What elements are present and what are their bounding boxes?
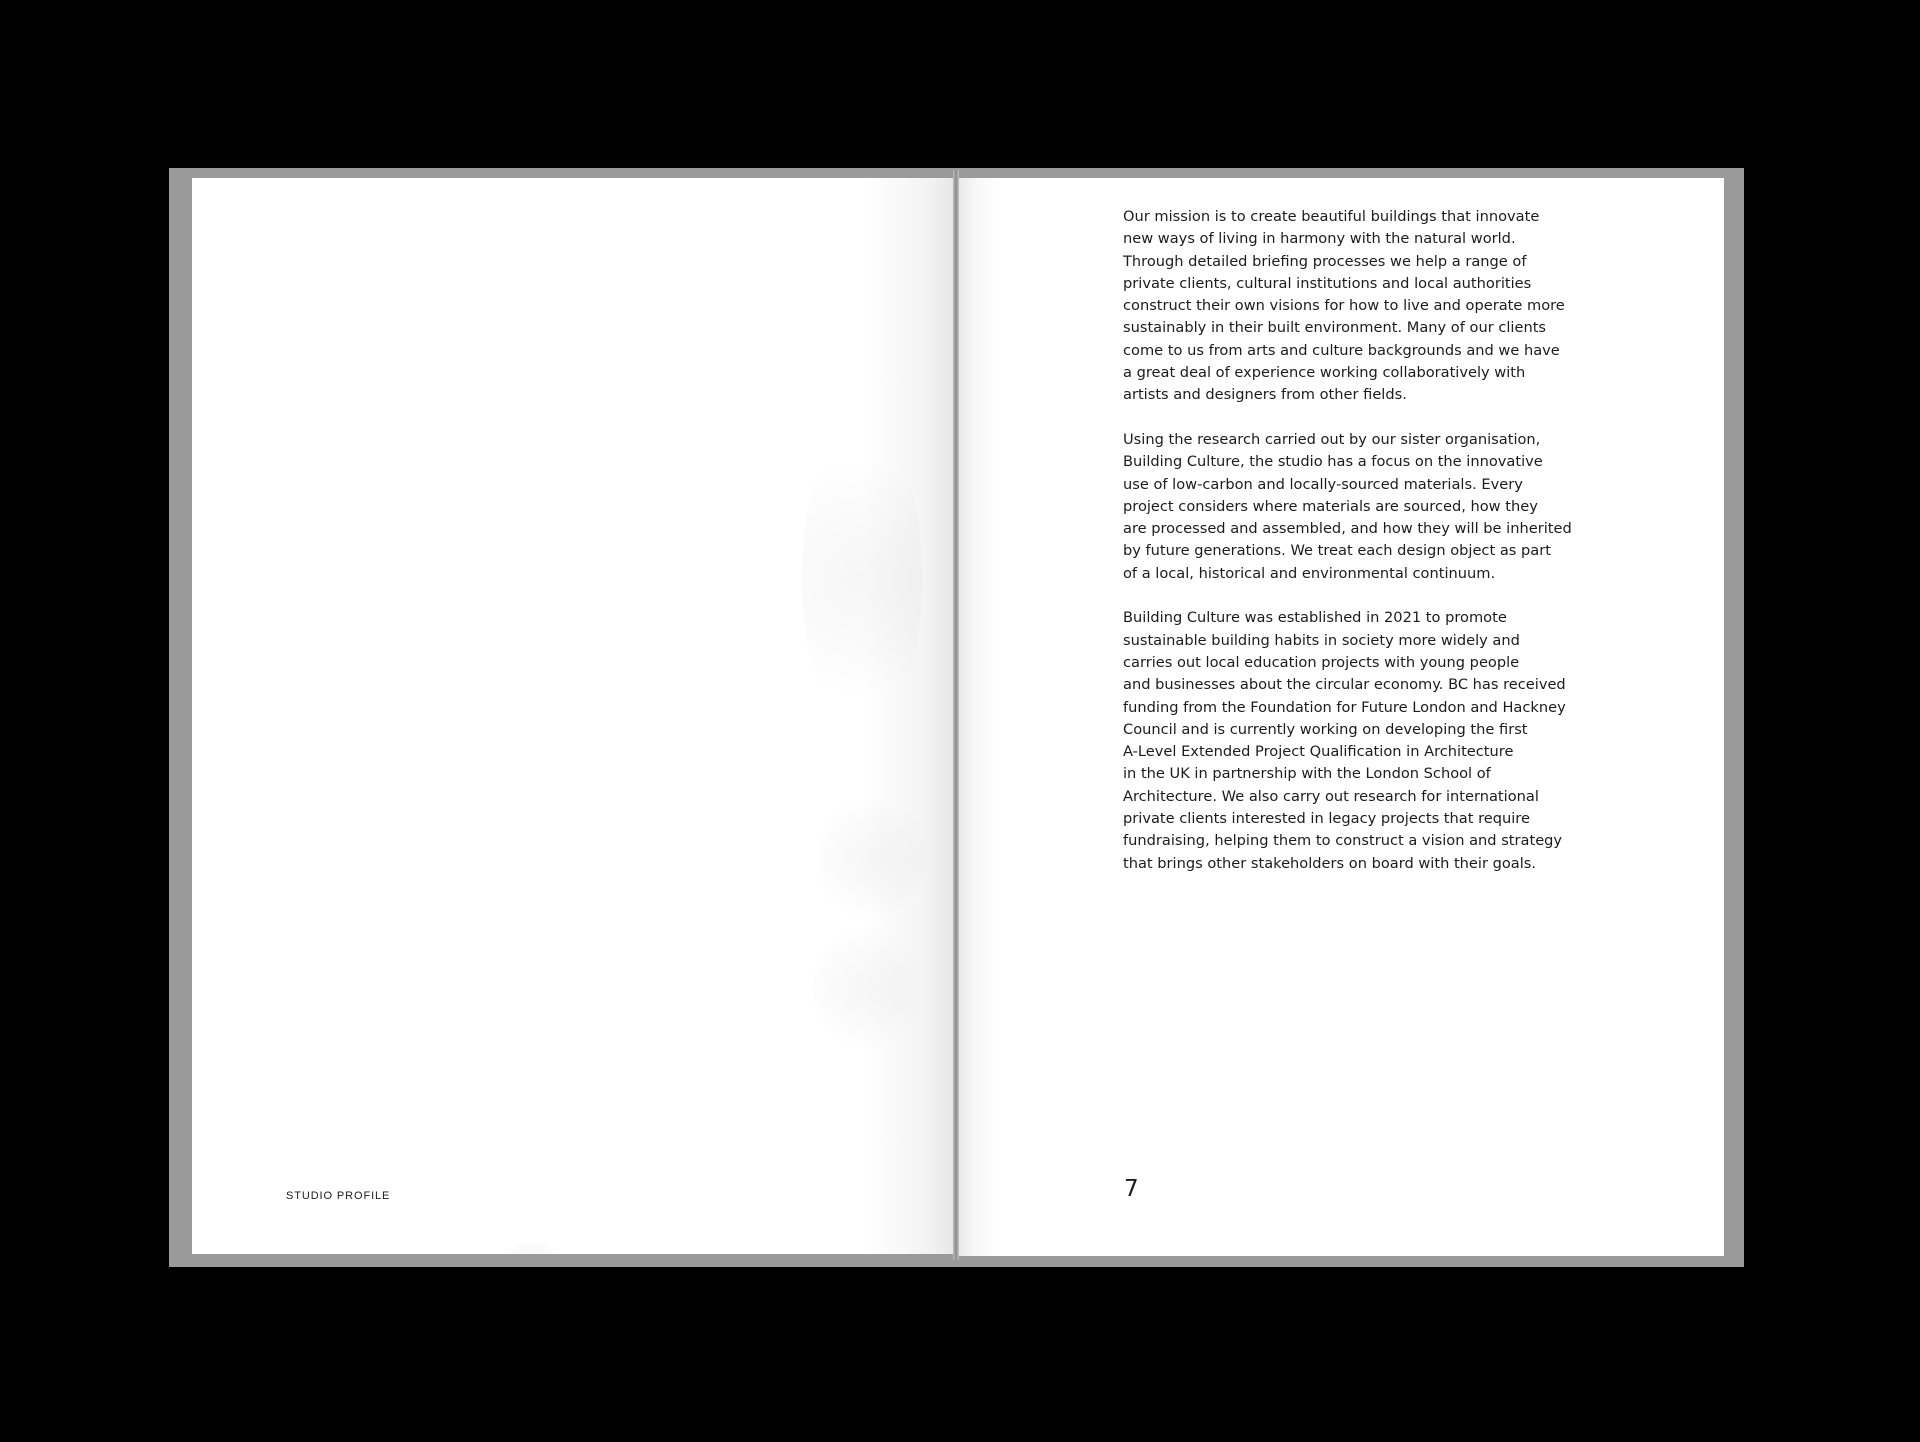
body-text	[1123, 206, 1643, 897]
right-page	[958, 178, 1724, 1256]
book-gutter	[953, 170, 959, 1260]
left-page	[192, 178, 955, 1254]
running-head: STUDIO PROFILE	[286, 1190, 391, 1202]
paragraph-research: Using the research carried out by our sister organisation, Building Culture, the studio has a focus on the innovative use of low-carbon and locally-sourced materials. Every project considers where materials are sourced, how they are processed and assembled, and how they will be inherited by future generations. We treat each design object as part of a local, historical and environmental continuum.	[1123, 430, 1572, 582]
paragraph-building-culture: Building Culture was established in 2021 to promote sustainable building habits in society more widely and carries out local education projects with young people and businesses about the circular economy. BC has received funding from the Foundation for Future London and Hackney Council and is currently working on developing the first A-Level Extended Project Qualification in Architecture in the UK in partnership with the London School of Architecture. We also carry out research for international private clients interested in legacy projects that require fundraising, helping them to construct a vision and strategy that brings other stakeholders on board with their goals.	[1123, 609, 1566, 872]
page-number: 7	[1124, 1176, 1139, 1202]
show-through-shadow	[492, 1243, 572, 1254]
show-through-shadow	[812, 918, 922, 1058]
paragraph-mission: Our mission is to create beautiful buildings that innovate new ways of living in harmony with the natural world. Through detailed briefing processes we help a range of private clients, cultural institutions and local authorities construct their own visions for how to live and operate more sustainably in their built environment. Many of our clients come to us from arts and culture backgrounds and we have a great deal of experience working collaboratively with artists and designers from other fields.	[1123, 208, 1565, 404]
show-through-shadow	[802, 418, 922, 738]
show-through-shadow	[817, 788, 927, 928]
